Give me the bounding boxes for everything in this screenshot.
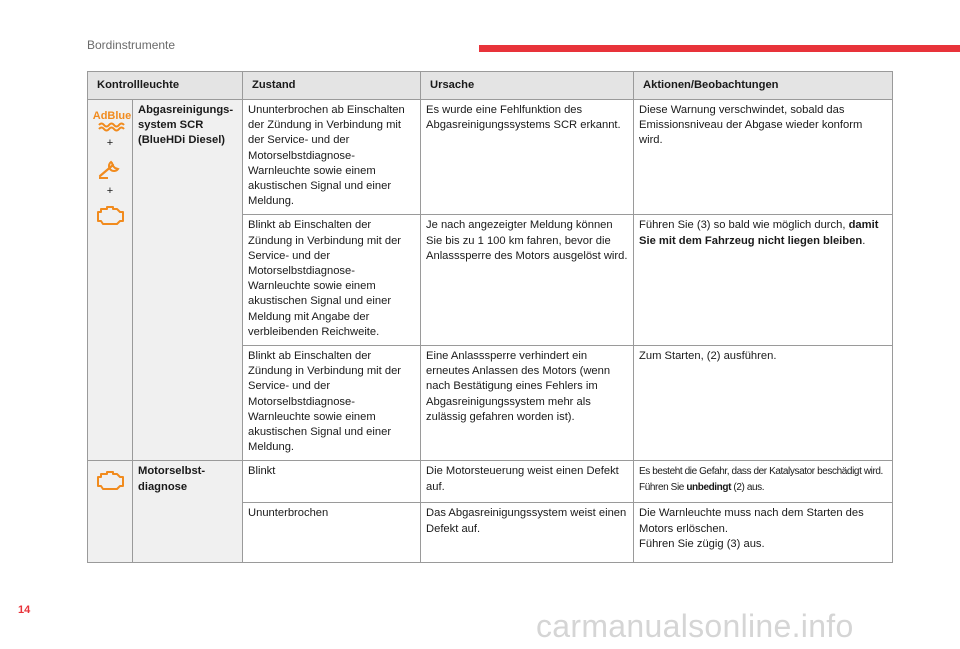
aktion-text: (2) aus. [731,481,765,493]
ursache-cell: Die Motorsteuerung weist einen Defekt auf. [421,461,634,503]
ursache-cell: Das Abgasreinigungssystem weist einen Defekt auf. [421,503,634,563]
plus-sign: + [106,185,114,197]
accent-bar [479,45,960,52]
lamp-cell-scr [88,100,133,461]
header-zustand: Zustand [243,72,421,100]
aktion-text: Die Warnleuchte muss nach dem Starten des Motors erlöschen. [639,507,864,535]
zustand-cell: Ununterbrochen ab Einschalten der Zündung in Verbindung mit der Service- und der Motorselbstdiagnose-Warnleuchte sowie einem akustischen Signal und einer Meldung. [243,100,421,215]
aktion-cell: Diese Warnung verschwindet, sobald das Emissionsniveau der Abgase wieder konform wird. [634,100,893,215]
section-title: Bordinstrumente [87,38,176,52]
header-ursache: Ursache [421,72,634,100]
aktion-text: . [862,234,866,247]
aktion-text: Führen Sie zügig (3) aus. [639,537,765,550]
header-kontrollleuchte: Kontrollleuchte [88,72,243,100]
service-wrench-icon [96,156,124,180]
aktion-cell [634,503,893,563]
zustand-cell: Blinkt [243,461,421,503]
page-number: 14 [18,604,31,616]
ursache-cell: Eine Anlasssperre verhindert ein erneutes Anlassen des Motors (wenn nach Bestätigung eines Fehlers im Abgasreinigungssystem mehr als zulässig gefahren worden ist). [421,346,634,461]
aktion-text: Führen Sie (3) so bald wie möglich durch, [639,219,849,232]
aktion-text: Es besteht die Gefahr, dass der Katalysator beschädigt wird. [639,466,883,478]
adblue-icon [93,108,131,132]
table-header-row [88,72,893,100]
ursache-cell: Es wurde eine Fehlfunktion des Abgasreinigungssystems SCR erkannt. [421,100,634,215]
zustand-cell: Blinkt ab Einschalten der Zündung in Verbindung mit der Service- und der Motorselbstdiagnose-Warnleuchte sowie einem akustischen Signal und einer Meldung. [243,346,421,461]
lamp-cell-diagnose [88,461,133,563]
zustand-cell: Blinkt ab Einschalten der Zündung in Verbindung mit der Service- und der Motorselbstdiagnose-Warnleuchte sowie einem akustischen Signal und einer Meldung mit Angabe der verbleibenden Reichweite. [243,215,421,346]
aktion-cell: Zum Starten, (2) ausführen. [634,346,893,461]
zustand-cell: Ununterbrochen [243,503,421,563]
table-row [88,461,893,503]
table-row [88,100,893,215]
control-name-scr: Abgasreinigungs-system SCR (BlueHDi Diesel) [133,100,243,461]
engine-diagnosis-icon [94,204,126,228]
aktion-cell [634,215,893,346]
aktion-emphasis: damit Sie mit dem Fahrzeug nicht liegen bleiben [639,219,879,247]
header-aktionen: Aktionen/Beobachtungen [634,72,893,100]
ursache-cell: Je nach angezeigter Meldung können Sie bis zu 1 100 km fahren, bevor die Anlasssperre des Motors ausgelöst wird. [421,215,634,346]
aktion-cell [634,461,893,503]
svg-text:AdBlue: AdBlue [93,110,131,122]
engine-diagnosis-icon [94,469,126,493]
aktion-text: Führen Sie [639,481,687,493]
control-name-diagnose: Motorselbst-diagnose [133,461,243,563]
aktion-emphasis: unbedingt [686,481,732,493]
plus-sign: + [106,137,114,149]
watermark: carmanualsonline.info [536,608,854,644]
warning-lamp-table [87,71,893,563]
